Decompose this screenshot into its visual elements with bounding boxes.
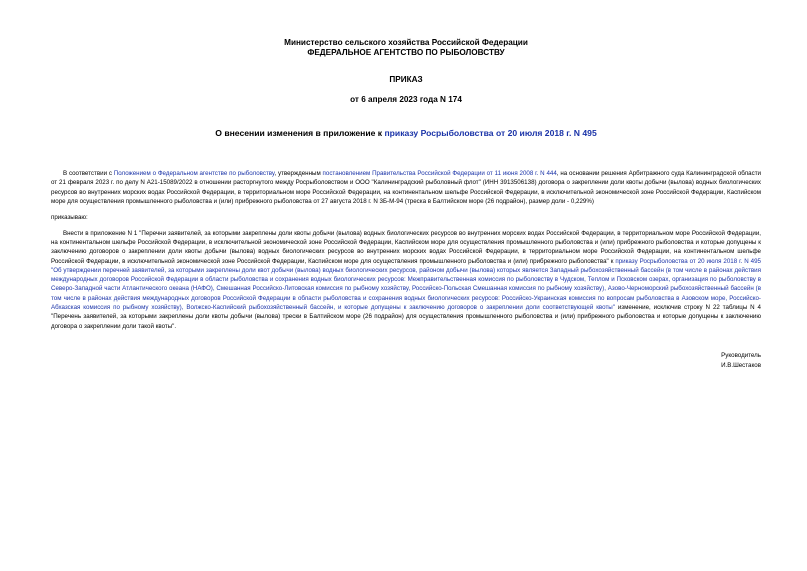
preamble-text-3: , на основании решения Арбитражного суда Калининградской области от 21 февраля 2023 г. по делу N А21-15089/2022 в отношении расторгнутого между Росрыболовством и ООО "Калининградский рыболовный флот" (ИНН 3913506138) договора о закреплении доли квоты добычи (вылова) водных биологических ресурсов во внутренних морских водах Российской Федерации, в территориальном море Российской Федерации, на континентальном шельфе Российской Федерации, в исключительной экономической зоне Российской Федерации, Каспийском море для осуществления промышленного рыболовства и (или) прибрежного рыболовства от 27 августа 2018 г. N 3Б-М-94 (треска в Балтийском море (26 подрайон), размер доли - 0,229%) bbox=[51, 170, 761, 205]
signatory-role: Руководитель bbox=[721, 352, 761, 359]
order-text-2: изменение, исключив строку N 22 таблицы N 4 "Перечень заявителей, за которыми закреплены доли квоты добычи (вылова) трески в Балтийском море (26 подрайон) для осуществления промышленного рыболовства и (или) прибрежного рыболовства и которые допущены к заключению договора о закреплении доли такой квоты". bbox=[51, 304, 762, 330]
preamble-text-1: В соответствии с bbox=[63, 170, 114, 177]
preamble-text-2: , утвержденным bbox=[274, 170, 323, 177]
document-title bbox=[51, 128, 761, 138]
order-text-1: Внести в приложение N 1 "Перечни заявителей, за которыми закреплены доли квоты добычи (вылова) водных биологических ресурсов во внутренних морских водах Российской Федерации, в территориальном море Российской Федерации, на континентальном шельфе Российской Федерации, в исключительной экономической зоне Российской Федерации, Каспийском море для осуществления промышленного рыболовства и (или) прибрежного рыболовства и которые допущены к заключению договоров о закреплении доли квоты добычи (вылова) водных биологических ресурсов во внутренних морских водах Российской Федерации, в территориальном море Российской Федерации, на континентальном шельфе Российской Федерации, в исключительной экономической зоне Российской Федерации, Каспийском море для осуществления промышленного рыболовства и (или) прибрежного рыболовства" к bbox=[51, 229, 761, 265]
title-order-link[interactable]: приказу Росрыболовства от 20 июля 2018 г. N 495 bbox=[384, 128, 597, 138]
ministry-name: Министерство сельского хозяйства Российской Федерации bbox=[284, 38, 528, 47]
order-495-link[interactable]: приказу Росрыболовства от 20 июля 2018 г. N 495 "Об утверждении перечней заявителей, за которыми закреплены доли квот добычи (вылова) водных биологических ресурсов, районом добычи (вылова) которых является Западный рыбохозяйственный бассейн (в том числе в районах действия международных договоров Российской Федерации в области рыболовства и сохранения водных биологических ресурсов: Межправительственная комиссия по рыболовству в Чудском, Теплом и Псковском озерах, организация по рыболовству в Северо-Западной части Атлантического океана (НАФО), Смешанная Российско-Литовская комиссия по рыбному хозяйству, Российско-Польская Смешанная комиссия по рыбному хозяйству), Азово-Черноморский рыбохозяйственный бассейн (в том числе в районах действия международных договоров Российской Федерации в области рыболовства и сохранения водных биологических ресурсов: Российско-Украинская комиссия по вопросам рыболовства в Азовском море, Российско-Абхазская комиссия по рыбному хозяйству), Волжско-Каспийский рыбохозяйственный бассейн, и которые допущены к заключению договоров о закреплении доли соответствующей квоты" bbox=[51, 257, 761, 312]
document-type: ПРИКАЗ bbox=[389, 75, 423, 84]
government-decree-link[interactable]: постановлением Правительства Российской Федерации от 11 июня 2008 г. N 444 bbox=[322, 170, 557, 177]
agency-name: ФЕДЕРАЛЬНОЕ АГЕНТСТВО ПО РЫБОЛОВСТВУ bbox=[307, 48, 505, 57]
signatory-name: И.В.Шестаков bbox=[721, 362, 761, 369]
order-keyword: приказываю: bbox=[51, 214, 88, 222]
title-prefix: О внесении изменения в приложение к bbox=[215, 128, 385, 138]
order-paragraph bbox=[51, 229, 761, 331]
regulation-link[interactable]: Положением о Федеральном агентстве по рыболовству bbox=[113, 170, 275, 177]
preamble-paragraph bbox=[51, 169, 761, 206]
document-date-number: от 6 апреля 2023 года N 174 bbox=[350, 95, 462, 104]
